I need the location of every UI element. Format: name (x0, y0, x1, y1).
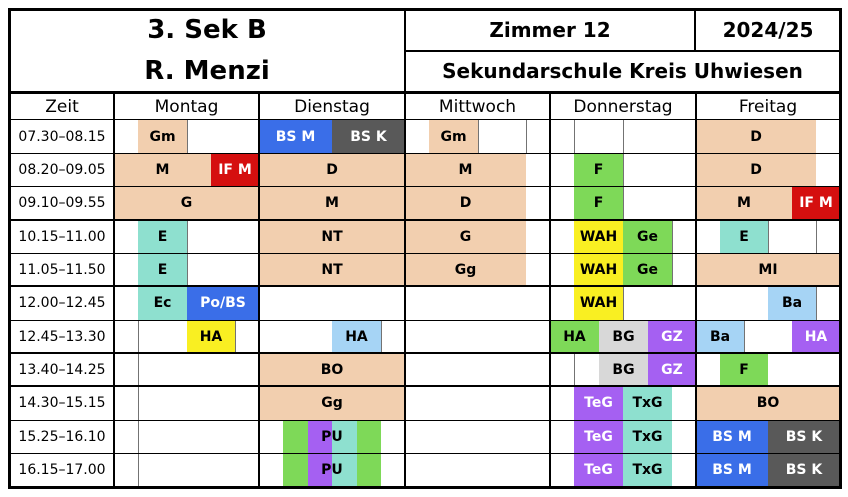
lesson-block-monday: E (138, 253, 187, 286)
header-divider (694, 8, 696, 51)
room-label: Zimmer 12 (489, 18, 611, 42)
column-header-monday: Montag (154, 96, 219, 117)
lesson-block-tuesday: HA (332, 320, 381, 353)
lesson-block-thursday: TxG (623, 386, 672, 420)
time-slot-label: 10.15–11.00 (18, 228, 106, 245)
lesson-block-wednesday: Gg (405, 253, 526, 286)
lesson-block-friday: Ba (696, 320, 744, 353)
frame-top (8, 8, 842, 11)
lesson-block-tuesday: BS K (332, 120, 405, 153)
lesson-block-thursday: BG (599, 320, 648, 353)
sub-line (235, 320, 236, 353)
lesson-block-tuesday: NT (259, 220, 405, 253)
lesson-block-monday: Po/BS (187, 286, 259, 320)
lesson-block-friday: MI (696, 253, 840, 286)
lesson-block-thursday: TxG (623, 453, 672, 486)
school-name: Sekundarschule Kreis Uhwiesen (442, 59, 803, 83)
row-line (8, 253, 842, 254)
sub-line (478, 120, 479, 153)
frame-right (839, 8, 842, 489)
lesson-block-monday: HA (187, 320, 235, 353)
lesson-block-tuesday: PU (321, 461, 343, 478)
lesson-block-thursday: TeG (574, 420, 623, 453)
lesson-block-friday: D (696, 153, 816, 186)
grid-line (8, 119, 842, 120)
sub-line (381, 320, 382, 353)
sub-line (768, 220, 769, 253)
column-line (258, 92, 260, 486)
lesson-block-tuesday: BS M (259, 120, 332, 153)
lesson-block-tuesday: D (259, 153, 405, 186)
row-line (8, 352, 842, 354)
time-slot-label: 13.40–14.25 (18, 361, 106, 378)
column-header-friday: Freitag (738, 96, 798, 117)
lesson-block-friday: M (696, 186, 792, 220)
sub-line (744, 320, 745, 353)
lesson-block-friday: IF M (792, 186, 840, 220)
frame-bottom (8, 486, 842, 489)
header-rule (404, 50, 841, 52)
row-line (8, 320, 842, 321)
column-line (404, 92, 406, 486)
lesson-block-friday: F (720, 353, 768, 386)
header-rule (8, 91, 842, 94)
lesson-block-thursday: WAH (574, 253, 623, 286)
lesson-block-thursday: TeG (574, 453, 623, 486)
lesson-block-friday: D (696, 120, 816, 153)
row-line (8, 219, 842, 221)
lesson-block-wednesday: M (405, 153, 526, 186)
time-slot-label: 07.30–08.15 (18, 128, 106, 145)
column-header-time: Zeit (45, 96, 79, 117)
row-line (8, 385, 842, 387)
sub-line (526, 120, 527, 153)
lesson-block-monday: E (138, 220, 187, 253)
column-header-wednesday: Mittwoch (438, 96, 517, 117)
column-header-thursday: Donnerstag (573, 96, 673, 117)
lesson-block-tuesday: PU (321, 428, 343, 445)
lesson-block-tuesday: NT (259, 253, 405, 286)
time-slot-label: 08.20–09.05 (18, 161, 106, 178)
lesson-block-thursday: Ge (623, 253, 672, 286)
lesson-block-thursday: GZ (648, 353, 696, 386)
lesson-block-friday: BS M (696, 420, 768, 453)
lesson-block-wednesday: Gm (429, 120, 478, 153)
lesson-block-friday: E (720, 220, 768, 253)
lesson-block-monday: G (114, 186, 259, 220)
time-slot-label: 09.10–09.55 (18, 195, 106, 211)
lesson-block-monday: Gm (138, 120, 187, 153)
row-line (8, 420, 842, 421)
class-name: 3. Sek B (147, 15, 267, 45)
lesson-block-thursday: WAH (574, 220, 623, 253)
lesson-block-wednesday: D (405, 186, 526, 220)
lesson-block-thursday: BG (599, 353, 648, 386)
frame-left (8, 8, 11, 489)
lesson-block-tuesday: BO (259, 353, 405, 386)
column-line (549, 92, 551, 486)
lesson-block-thursday: TxG (623, 420, 672, 453)
lesson-block-thursday: WAH (574, 286, 623, 320)
lesson-block-tuesday: M (259, 186, 405, 220)
time-slot-label: 11.05–11.50 (18, 261, 106, 278)
lesson-block-tuesday: Gg (259, 386, 405, 420)
time-slot-label: 12.00–12.45 (18, 295, 106, 311)
lesson-block-monday: Ec (138, 286, 187, 320)
lesson-block-friday: Ba (768, 286, 816, 320)
time-slot-label: 14.30–15.15 (18, 395, 106, 411)
lesson-block-friday: HA (792, 320, 840, 353)
school-year: 2024/25 (722, 18, 814, 42)
column-line (113, 92, 115, 486)
row-line (8, 186, 842, 187)
lesson-block-thursday: TeG (574, 386, 623, 420)
row-line (8, 153, 842, 154)
lesson-block-friday: BS K (768, 453, 840, 486)
lesson-block-friday: BO (696, 386, 840, 420)
lesson-block-thursday: F (574, 153, 623, 186)
lesson-block-thursday: GZ (648, 320, 696, 353)
time-slot-label: 15.25–16.10 (18, 428, 106, 445)
lesson-block-monday: M (114, 153, 211, 186)
column-header-tuesday: Dienstag (294, 96, 370, 117)
row-line (8, 453, 842, 454)
lesson-block-monday: IF M (211, 153, 259, 186)
lesson-block-thursday: HA (550, 320, 599, 353)
teacher-name: R. Menzi (144, 56, 270, 86)
time-slot-label: 12.45–13.30 (18, 328, 106, 345)
row-line (8, 285, 842, 287)
column-line (695, 92, 697, 486)
lesson-block-friday: BS K (768, 420, 840, 453)
lesson-block-thursday: Ge (623, 220, 672, 253)
lesson-block-wednesday: G (405, 220, 526, 253)
lesson-block-friday: BS M (696, 453, 768, 486)
time-slot-label: 16.15–17.00 (18, 461, 106, 478)
lesson-block-thursday: F (574, 186, 623, 220)
